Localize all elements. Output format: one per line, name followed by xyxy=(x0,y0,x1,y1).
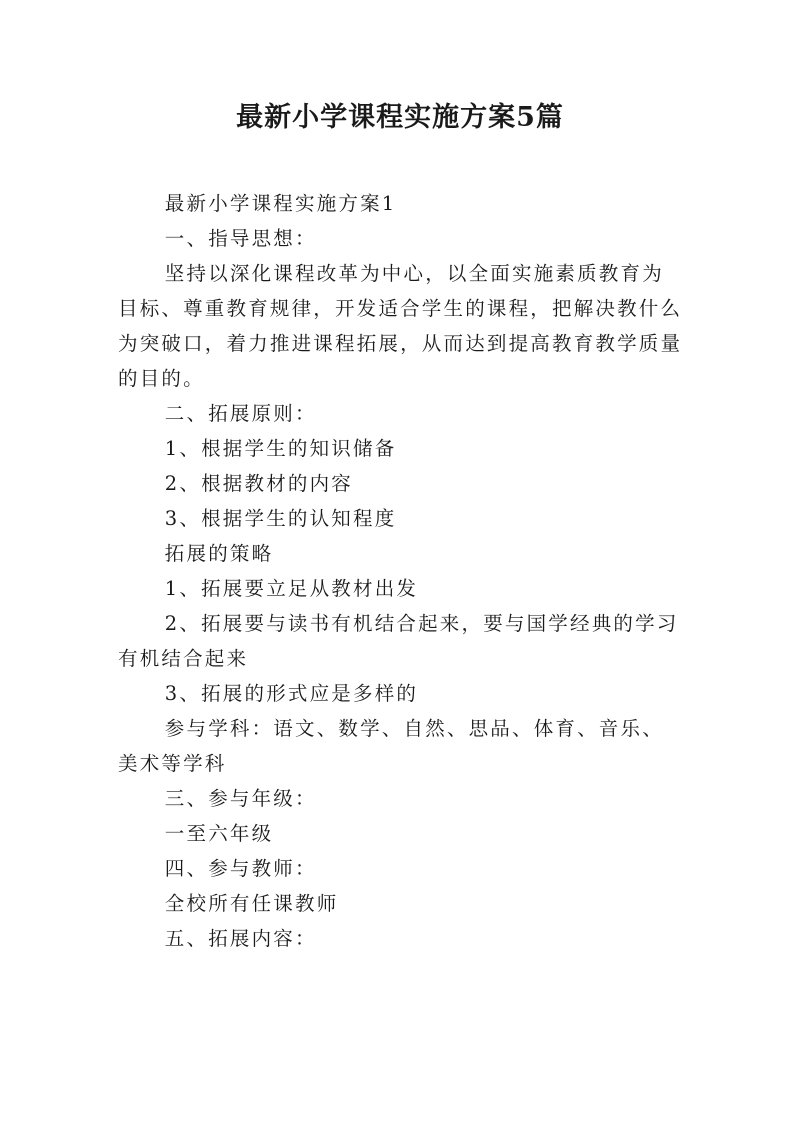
paragraph: 参与学科：语文、数学、自然、思品、体育、音乐、美术等学科 xyxy=(118,717,664,775)
list-item: 1、拓展要立足从教材出发 xyxy=(164,577,419,600)
section-heading: 四、参与教师： xyxy=(164,857,317,880)
section-heading: 一、指导思想： xyxy=(164,227,317,250)
paragraph: 一至六年级 xyxy=(164,822,274,845)
section-heading: 五、拓展内容： xyxy=(164,927,317,950)
list-item: 3、根据学生的认知程度 xyxy=(164,507,397,530)
document-title: 最新小学课程实施方案5篇 xyxy=(236,102,564,133)
list-item: 1、根据学生的知识储备 xyxy=(164,437,397,460)
paragraph: 坚持以深化课程改革为中心，以全面实施素质教育为目标、尊重教育规律，开发适合学生的课程，把解决教什么为突破口，着力推进课程拓展，从而达到提高教育教学质量的目的。 xyxy=(118,262,683,390)
section-heading: 最新小学课程实施方案1 xyxy=(164,192,397,215)
list-item: 2、根据教材的内容 xyxy=(164,472,354,495)
paragraph: 全校所有任课教师 xyxy=(164,892,339,915)
list-item: 2、拓展要与读书有机结合起来，要与国学经典的学习有机结合起来 xyxy=(118,612,679,670)
section-heading: 三、参与年级： xyxy=(164,787,317,810)
section-heading: 二、拓展原则： xyxy=(164,402,317,425)
section-heading: 拓展的策略 xyxy=(164,542,274,565)
document-body xyxy=(118,186,683,956)
list-item: 3、拓展的形式应是多样的 xyxy=(164,682,419,705)
